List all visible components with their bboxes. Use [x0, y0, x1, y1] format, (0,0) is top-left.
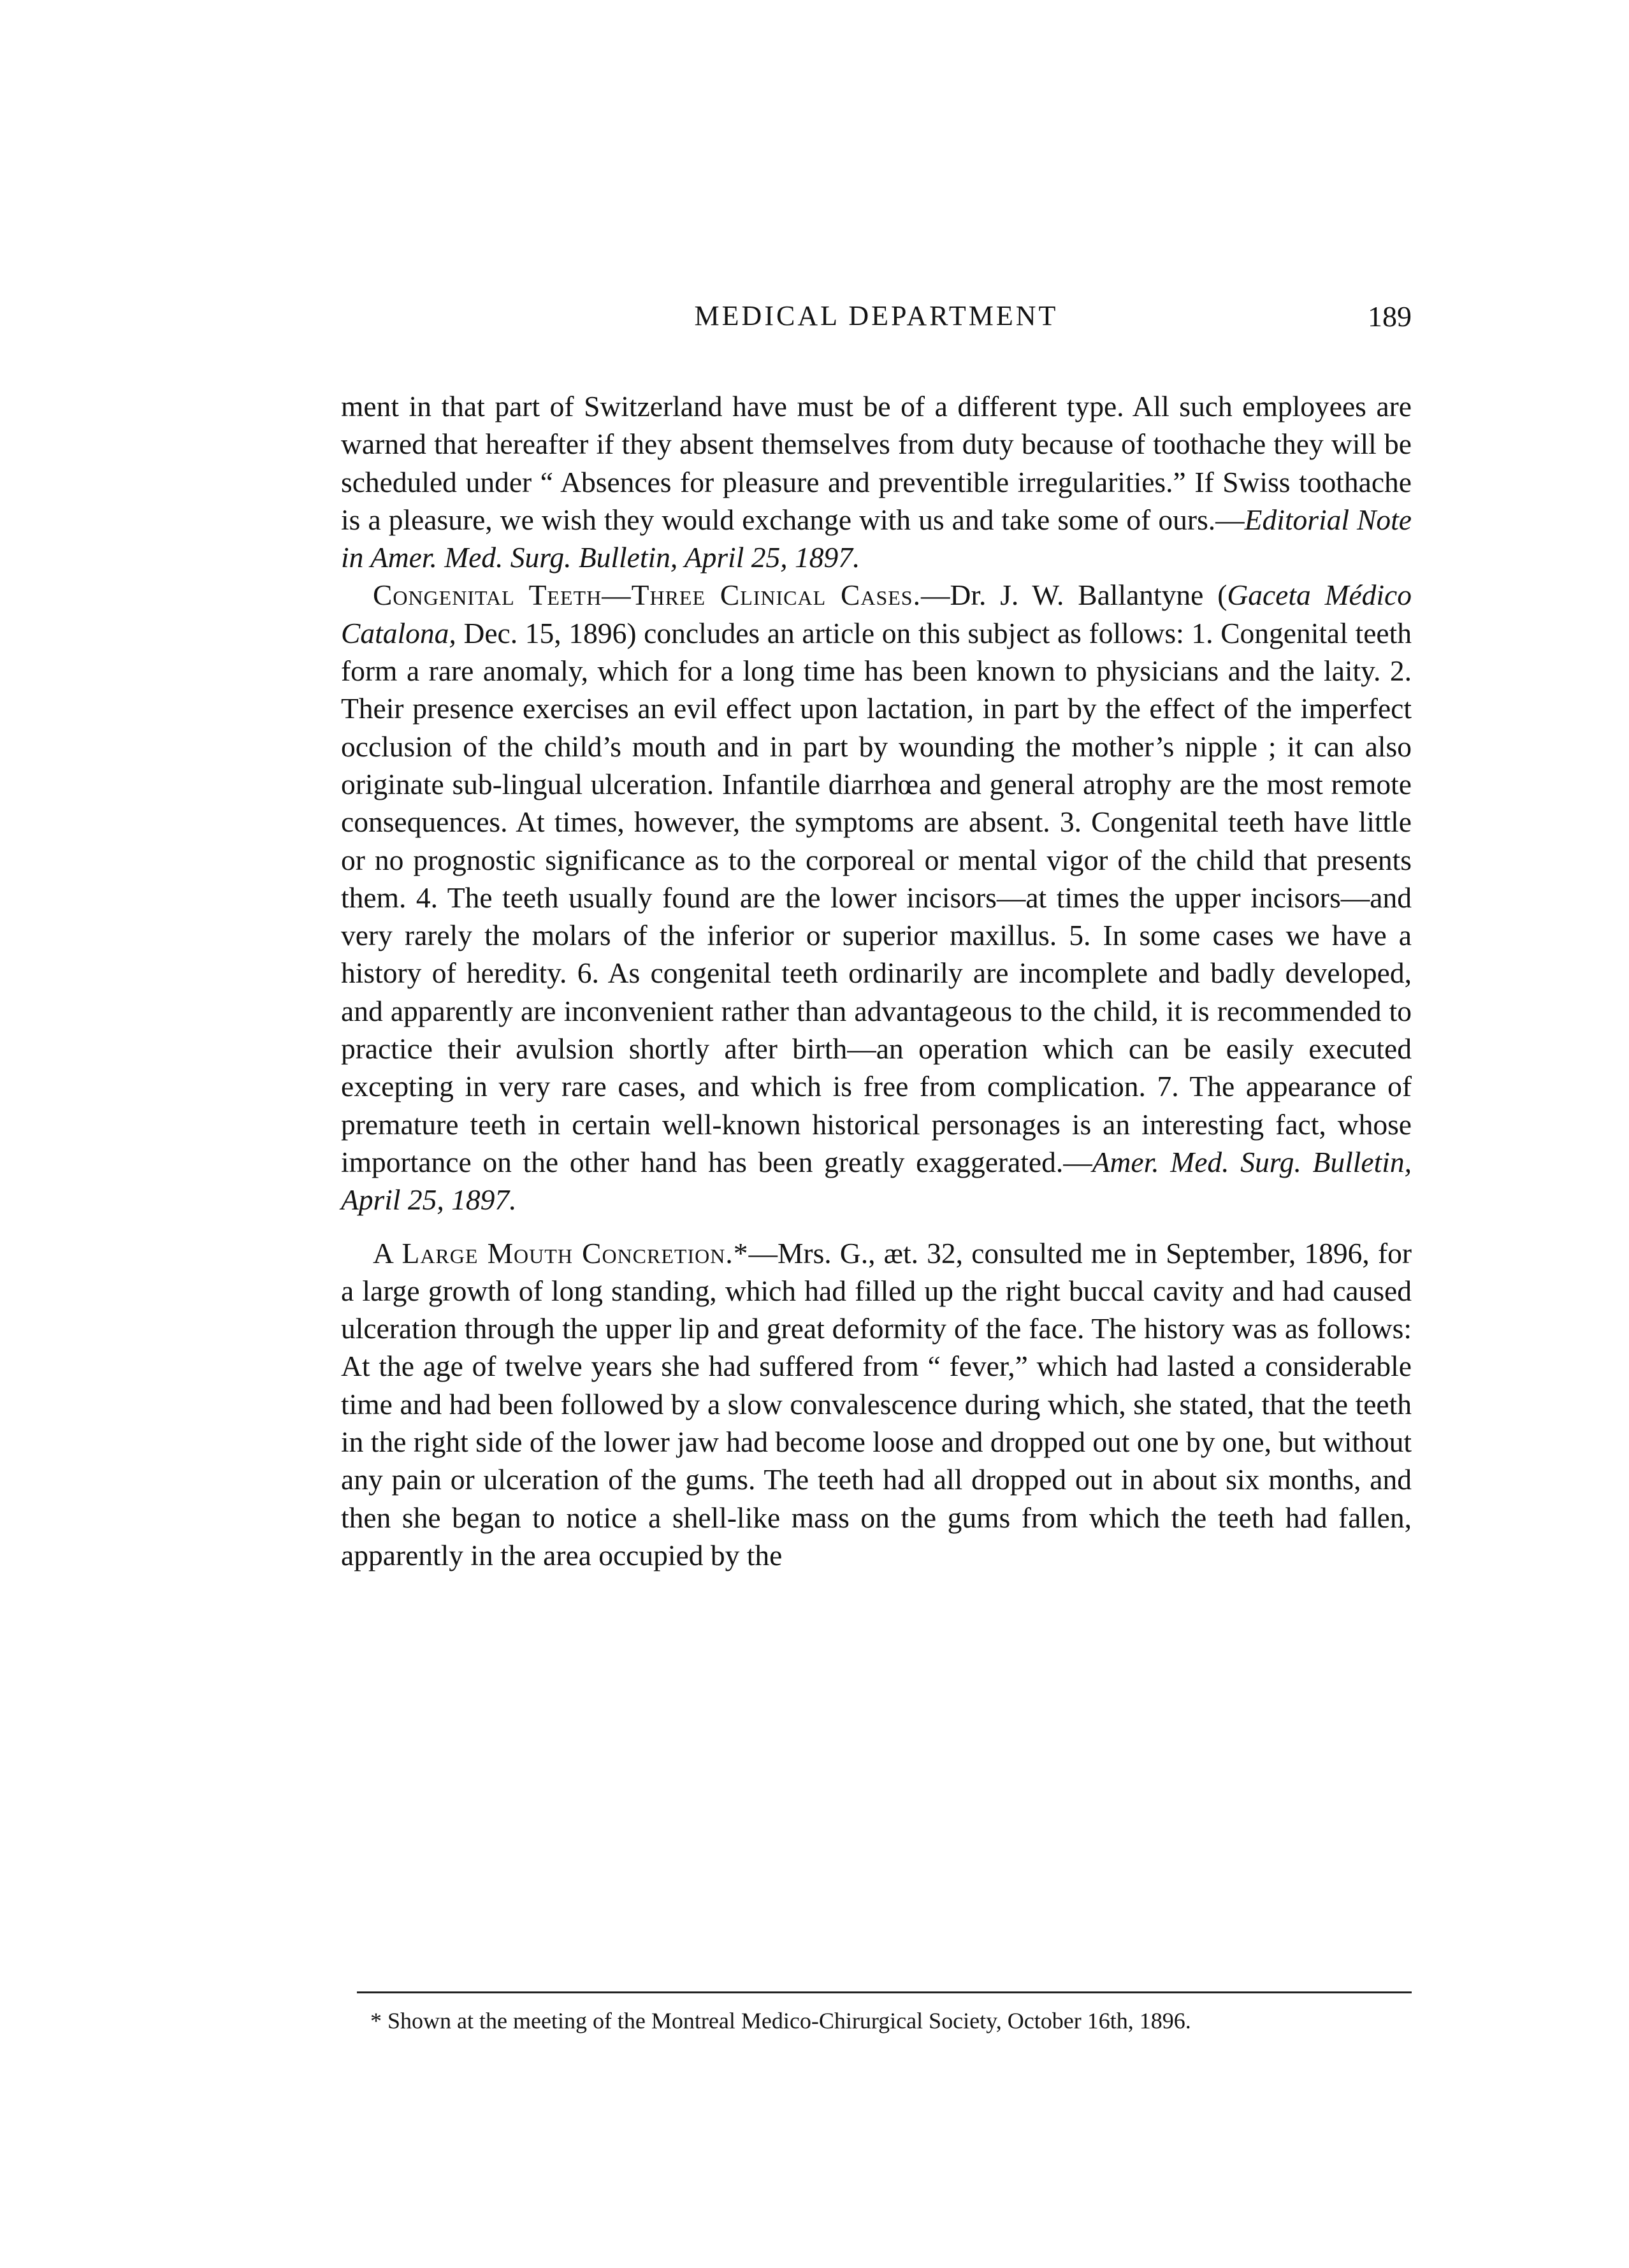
- paragraph-text: Dec. 15, 1896) concludes an article on this subject as follows: 1. Congenital teeth form a rare anomaly, which for a long time has been known to physicians and the laity. 2. Their presence exercises an evil effect upon lactation, in part by the effect of the imperfect occlusion of the child’s mouth and in part by wounding the mother’s nipple ; it can also originate sub-lingual ulceration. Infantile diarrhœa and general atrophy are the most remote consequences. At times, however, the symptoms are absent. 3. Congenital teeth have little or no prognostic significance as to the corporeal or mental vigor of the child that presents them. 4. The teeth usually found are the lower incisors—at times the upper incisors—and very rarely the molars of the inferior or superior maxillus. 5. In some cases we have a history of heredity. 6. As congenital teeth ordinarily are incomplete and badly developed, and apparently are inconvenient rather than advantageous to the child, it is recommended to practice their avulsion shortly after birth—an operation which can be easily executed excepting in very rare cases, and which is free from complication. 7. The appearance of premature teeth in certain well-known historical personages is an interesting fact, whose importance on the other hand has been greatly exaggerated.—: [341, 616, 1412, 1178]
- page-number: 189: [1368, 300, 1412, 333]
- running-head: MEDICAL DEPARTMENT: [694, 300, 1059, 331]
- book-page: [341, 0, 1412, 2268]
- paragraph-mouth-concretion: [341, 1234, 1412, 1575]
- section-heading: Congenital Teeth—Three Clinical Cases.: [373, 579, 921, 612]
- footnote: * Shown at the meeting of the Montreal Medico-Chirurgical Society, October 16th, 1896.: [370, 2008, 1191, 2033]
- body-text: [341, 387, 1412, 1574]
- paragraph-congenital-teeth: [341, 576, 1412, 1218]
- paragraph-text: —Mrs. G., æt. 32, consulted me in September, 1896, for a large growth of long standing, which had filled up the right buccal cavity and had caused ulceration through the upper lip and great deformity of the face. The history was as follows: At the age of twelve years she had suffered from “ fever,” which had lasted a considerable time and had been followed by a slow convalescence during which, she stated, that the teeth in the right side of the lower jaw had become loose and dropped out one by one, but without any pain or ulceration of the gums. The teeth had all dropped out in about six months, and then she began to notice a shell-like mass on the gums from which the teeth had fallen, apparently in the area occupied by the: [341, 1236, 1412, 1571]
- paragraph-text: ment in that part of Switzerland have must be of a different type. All such employees are warned that hereafter if they absent themselves from duty because of toothache they will be scheduled under “ Absences for pleasure and preventible irregularities.” If Swiss toothache is a pleasure, we wish they would exchange with us and take some of ours.—: [341, 390, 1412, 536]
- section-heading: A Large Mouth Concretion.*: [373, 1236, 749, 1269]
- paragraph-text: —Dr. J. W. Ballantyne (: [920, 579, 1227, 612]
- citation: Editorial Note in Amer. Med. Surg. Bulletin, April 25, 1897.: [341, 503, 1412, 574]
- citation: Amer. Med. Surg. Bulletin, April 25, 1897.: [341, 1145, 1412, 1217]
- page-header: [341, 300, 1412, 338]
- footnote-divider: [357, 1991, 1412, 1993]
- paragraph-swiss-toothache: [341, 387, 1412, 576]
- source-title: Gaceta Médico Catalona,: [341, 579, 1412, 649]
